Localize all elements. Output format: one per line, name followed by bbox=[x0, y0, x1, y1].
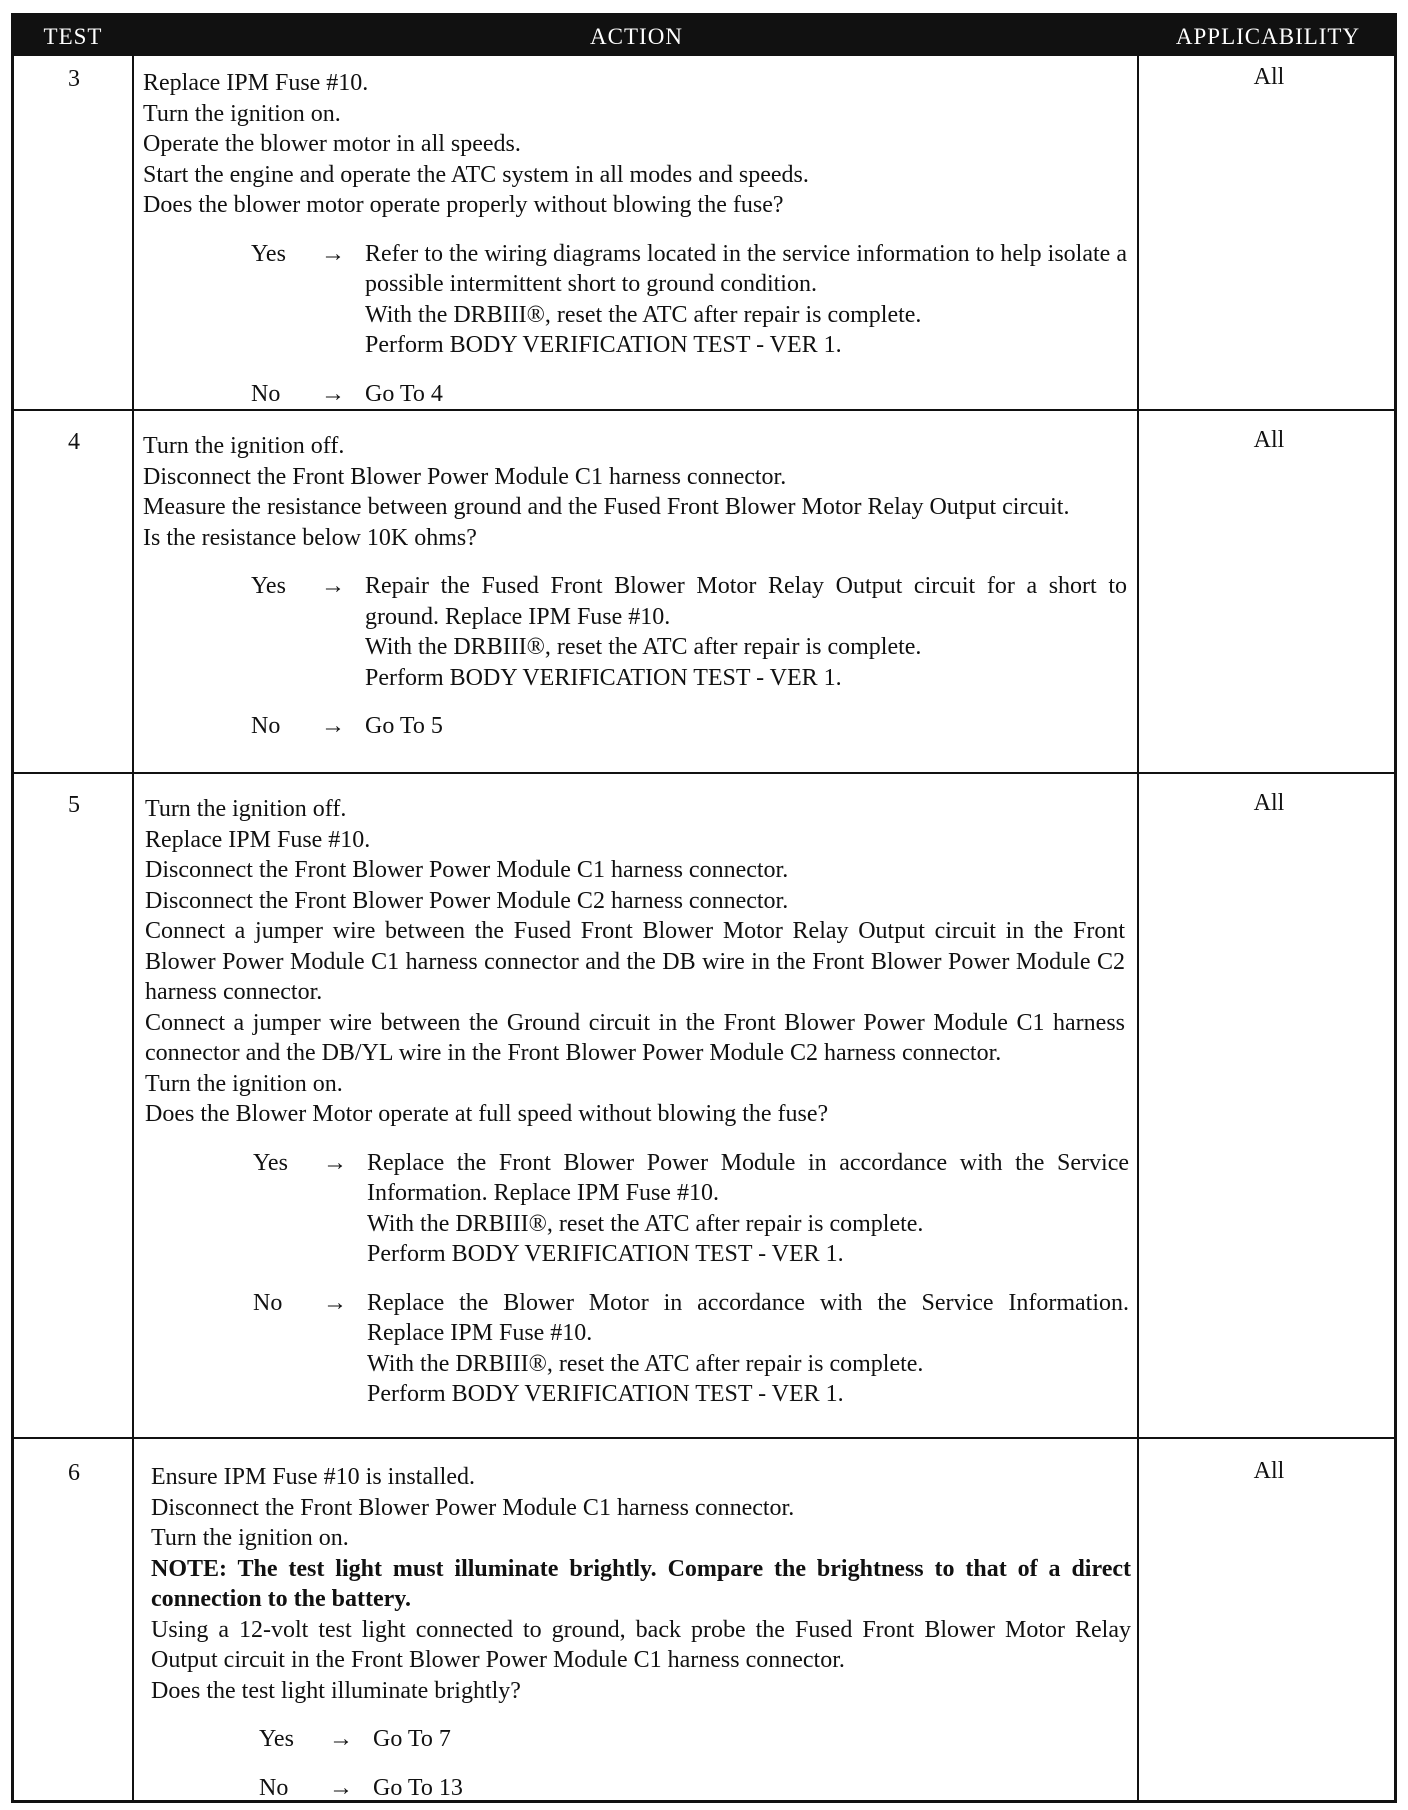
arrow-icon: → bbox=[329, 1726, 353, 1752]
row-action bbox=[151, 1462, 1131, 1803]
no-outcome bbox=[143, 379, 1123, 410]
table-header bbox=[14, 16, 1394, 56]
action-line: Disconnect the Front Blower Power Module C1 harness connector. bbox=[143, 463, 787, 490]
no-outcome bbox=[151, 1773, 1131, 1804]
action-line: Disconnect the Front Blower Power Module C1 harness connector. bbox=[151, 1494, 795, 1521]
action-line: Disconnect the Front Blower Power Module C1 harness connector. bbox=[145, 857, 789, 883]
action-line: Connect a jumper wire between the Fused Front Blower Motor Relay Output circuit in the Front Blower Power Module C1 harness connector and the DB wire in the Front Blower Power Module C2 harness connector. bbox=[145, 918, 1125, 1005]
row-test-number: 4 bbox=[68, 429, 80, 455]
outcome-line: Perform BODY VERIFICATION TEST - VER 1. bbox=[367, 1381, 844, 1407]
action-line: Turn the ignition on. bbox=[143, 100, 341, 127]
column-divider-action bbox=[1137, 56, 1139, 1800]
no-label: No bbox=[253, 1289, 283, 1316]
outcome-line: Perform BODY VERIFICATION TEST - VER 1. bbox=[365, 664, 842, 691]
action-line: Turn the ignition off. bbox=[143, 433, 345, 459]
yes-outcome bbox=[143, 571, 1127, 693]
no-outcome bbox=[145, 1288, 1129, 1410]
yes-outcome bbox=[151, 1724, 1131, 1755]
row-divider bbox=[14, 409, 1394, 411]
yes-label: Yes bbox=[259, 1726, 294, 1752]
action-line: Operate the blower motor in all speeds. bbox=[143, 131, 521, 157]
outcome-line: Replace the Front Blower Power Module in accordance with the Service Information. Replace IPM Fuse #10. bbox=[367, 1149, 1129, 1206]
yes-label: Yes bbox=[251, 240, 286, 267]
row-action bbox=[143, 431, 1127, 742]
no-label: No bbox=[259, 1774, 289, 1801]
yes-label: Yes bbox=[253, 1149, 288, 1176]
arrow-icon: → bbox=[329, 1774, 353, 1801]
outcome-line: Perform BODY VERIFICATION TEST - VER 1. bbox=[365, 332, 842, 358]
action-line: Turn the ignition off. bbox=[145, 796, 347, 822]
action-line: Does the Blower Motor operate at full speed without blowing the fuse? bbox=[145, 1101, 829, 1127]
row-applicability: All bbox=[1253, 1458, 1285, 1484]
row-divider bbox=[14, 772, 1394, 774]
arrow-icon: → bbox=[321, 573, 345, 599]
note-text: NOTE: The test light must illuminate brightly. Compare the brightness to that of a direct connection to the battery. bbox=[151, 1555, 1131, 1612]
row-applicability: All bbox=[1253, 790, 1285, 816]
outcome-line: Replace the Blower Motor in accordance with the Service Information. Replace IPM Fuse #10. bbox=[367, 1289, 1129, 1346]
no-label: No bbox=[251, 713, 281, 739]
action-line: Start the engine and operate the ATC system in all modes and speeds. bbox=[143, 161, 809, 188]
action-line: Replace IPM Fuse #10. bbox=[145, 826, 371, 853]
no-label: No bbox=[251, 380, 281, 407]
arrow-icon: → bbox=[321, 713, 345, 739]
action-line: Turn the ignition on. bbox=[151, 1525, 349, 1551]
row-test-number: 5 bbox=[68, 792, 80, 818]
header-action: ACTION bbox=[590, 24, 683, 49]
yes-outcome bbox=[145, 1148, 1129, 1270]
action-line: Disconnect the Front Blower Power Module C2 harness connector. bbox=[145, 887, 789, 914]
row-applicability: All bbox=[1253, 427, 1285, 453]
yes-label: Yes bbox=[251, 573, 286, 599]
yes-outcome bbox=[143, 239, 1127, 361]
outcome-line: Go To 4 bbox=[365, 380, 443, 407]
arrow-icon: → bbox=[321, 380, 345, 407]
no-outcome bbox=[143, 711, 1123, 742]
arrow-icon: → bbox=[323, 1289, 347, 1316]
action-line: Using a 12-volt test light connected to ground, back probe the Fused Front Blower Motor Relay Output circuit in the Front Blower Power Module C1 harness connector. bbox=[151, 1616, 1131, 1673]
action-line: Replace IPM Fuse #10. bbox=[143, 70, 369, 96]
action-line: Ensure IPM Fuse #10 is installed. bbox=[151, 1464, 475, 1490]
action-line: Is the resistance below 10K ohms? bbox=[143, 524, 477, 551]
row-action bbox=[145, 794, 1129, 1410]
arrow-icon: → bbox=[321, 240, 345, 267]
header-test: TEST bbox=[43, 24, 103, 49]
action-line: Turn the ignition on. bbox=[145, 1070, 343, 1097]
row-applicability: All bbox=[1253, 64, 1285, 90]
action-line: Does the blower motor operate properly without blowing the fuse? bbox=[143, 192, 784, 218]
outcome-line: Go To 7 bbox=[373, 1726, 451, 1752]
diagnostic-table bbox=[11, 13, 1397, 1803]
action-line: Measure the resistance between ground and the Fused Front Blower Motor Relay Output circuit. bbox=[143, 494, 1070, 520]
outcome-line: Repair the Fused Front Blower Motor Relay Output circuit for a short to ground. Replace IPM Fuse #10. bbox=[365, 573, 1127, 630]
row-action bbox=[143, 68, 1127, 409]
outcome-line: With the DRBIII®, reset the ATC after repair is complete. bbox=[367, 1350, 924, 1377]
column-divider-test bbox=[132, 56, 134, 1800]
outcome-line: With the DRBIII®, reset the ATC after repair is complete. bbox=[365, 634, 922, 660]
action-line: Connect a jumper wire between the Ground circuit in the Front Blower Power Module C1 harness connector and the DB/YL wire in the Front Blower Power Module C2 harness connector. bbox=[145, 1009, 1125, 1066]
header-applicability: APPLICABILITY bbox=[1175, 24, 1361, 49]
arrow-icon: → bbox=[323, 1149, 347, 1176]
outcome-line: With the DRBIII®, reset the ATC after repair is complete. bbox=[367, 1210, 924, 1237]
outcome-line: Go To 5 bbox=[365, 713, 443, 739]
action-line: Does the test light illuminate brightly? bbox=[151, 1677, 521, 1704]
outcome-line: Perform BODY VERIFICATION TEST - VER 1. bbox=[367, 1241, 844, 1267]
outcome-line: Refer to the wiring diagrams located in the service information to help isolate a possible intermittent short to ground condition. bbox=[365, 240, 1127, 297]
outcome-line: With the DRBIII®, reset the ATC after repair is complete. bbox=[365, 301, 922, 328]
row-test-number: 3 bbox=[68, 66, 80, 92]
row-divider bbox=[14, 1437, 1394, 1439]
outcome-line: Go To 13 bbox=[373, 1774, 463, 1801]
row-test-number: 6 bbox=[68, 1460, 80, 1486]
